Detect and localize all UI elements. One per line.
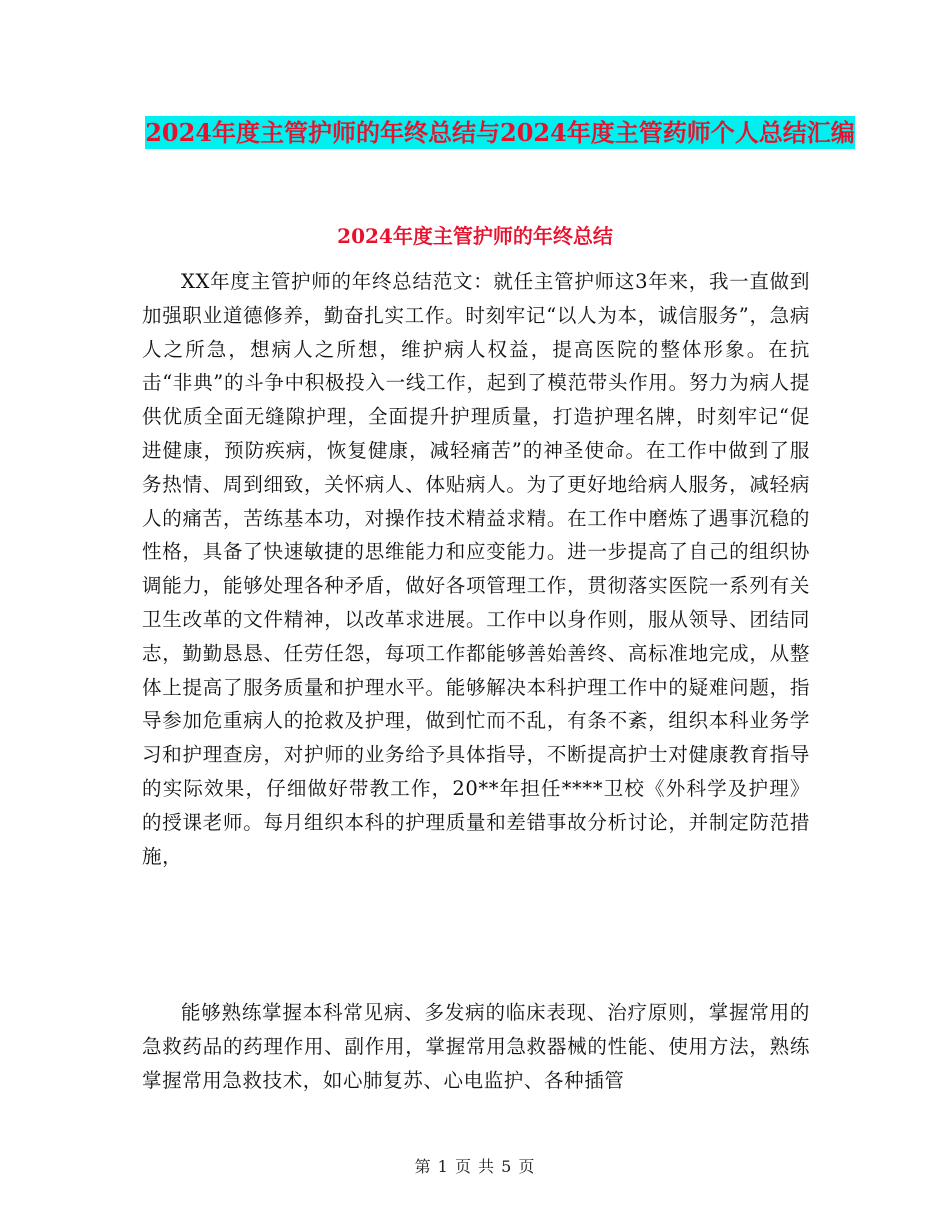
document-title	[130, 112, 870, 154]
document-title-highlight: 2024年度主管护师的年终总结与2024年度主管药师个人总结汇编	[145, 118, 855, 147]
section-heading: 2024年度主管护师的年终总结	[337, 224, 613, 248]
body-paragraph: XX年度主管护师的年终总结范文：就任主管护师这3年来，我一直做到加强职业道德修养，勤奋扎实工作。时刻牢记“以人为本，诚信服务”，急病人之所急，想病人之所想，维护病人权益，提高医院的整体形象。在抗击“非典”的斗争中积极投入一线工作，起到了模范带头作用。努力为病人提供优质全面无缝隙护理，全面提升护理质量，打造护理名牌，时刻牢记“促进健康，预防疾病，恢复健康，减轻痛苦”的神圣使命。在工作中做到了服务热情、周到细致，关怀病人、体贴病人。为了更好地给病人服务，减轻病人的痛苦，苦练基本功，对操作技术精益求精。在工作中磨炼了遇事沉稳的性格，具备了快速敏捷的思维能力和应变能力。进一步提高了自己的组织协调能力，能够处理各种矛盾，做好各项管理工作，贯彻落实医院一系列有关卫生改革的文件精神，以改革求进展。工作中以身作则，服从领导、团结同志，勤勤恳恳、任劳任怨，每项工作都能够善始善终、高标准地完成，从整体上提高了服务质量和护理水平。能够解决本科护理工作中的疑难问题，指导参加危重病人的抢救及护理，做到忙而不乱，有条不紊，组织本科业务学习和护理查房，对护师的业务给予具体指导，不断提高护士对健康教育指导的实际效果，仔细做好带教工作，20**年担任****卫校《外科学及护理》的授课老师。每月组织本科的护理质量和差错事故分析讨论，并制定防范措施，	[142, 270, 810, 868]
body-paragraph: 能够熟练掌握本科常见病、多发病的临床表现、治疗原则，掌握常用的急救药品的药理作用、副作用，掌握常用急救器械的性能、使用方法，熟练掌握常用急救技术，如心肺复苏、心电监护、各种插管	[142, 1001, 810, 1092]
page-number-footer: 第 1 页 共 5 页	[414, 1157, 536, 1176]
